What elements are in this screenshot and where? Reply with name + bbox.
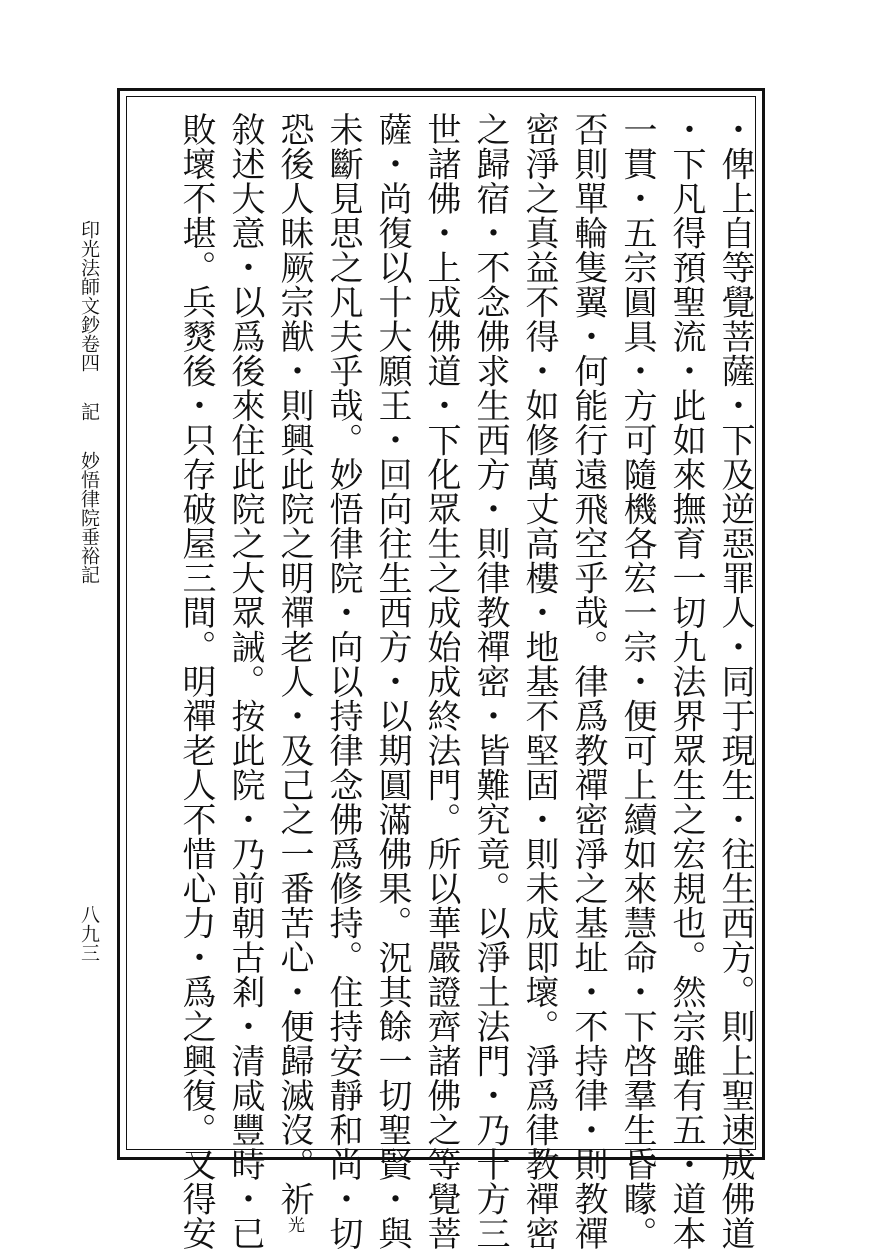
text-column-7: 世諸佛・上成佛道・下化眾生之成始成終法門。所以華嚴證齊諸佛之等覺菩: [421, 112, 461, 1251]
text-column-9: 未斷見思之凡夫乎哉。妙悟律院・向以持律念佛爲修持。住持安靜和尚・切: [323, 112, 363, 1251]
page-number: 八九三: [78, 905, 100, 962]
text-column-10: [272, 112, 316, 1233]
text-column-1: ・俾上自等覺菩薩・下及逆惡罪人・同于現生・往生西方。則上聖速成佛道: [715, 112, 755, 1251]
text-column-3: 一貫・五宗圓具・方可隨機各宏一宗・便可上續如來慧命・下啓羣生昏矇。: [617, 112, 657, 1251]
text-column-5: 密淨之真益不得・如修萬丈高樓・地基不堅固・則未成即壞。淨爲律教禪密: [519, 112, 559, 1251]
section-label: 記: [78, 402, 100, 421]
text-column-4: 否則單輪隻翼・何能行遠飛空乎哉。律爲教禪密淨之基址・不持律・則教禪: [568, 112, 608, 1251]
running-header: [78, 220, 100, 584]
article-title: 妙悟律院垂裕記: [78, 451, 100, 584]
book-title: 印光法師文鈔卷四: [78, 220, 100, 372]
text-column-11: 敘述大意・以爲後來住此院之大眾誡。按此院・乃前朝古剎・清咸豐時・已: [225, 112, 265, 1251]
text-column-8: 薩・尚復以十大願王・回向往生西方・以期圓滿佛果。況其餘一切聖賢・與: [372, 112, 412, 1251]
small-note-glyph: 光: [284, 1216, 304, 1233]
text-column-6: 之歸宿・不念佛求生西方・則律教禪密・皆難究竟。以淨土法門・乃十方三: [470, 112, 510, 1251]
text-column-10-tail: 祈: [274, 1181, 314, 1216]
text-column-12: 敗壞不堪。兵燹後・只存破屋三間。明禪老人不惜心力・爲之興復。又得安: [176, 112, 216, 1251]
text-column-10-body: 恐後人昧厥宗猷・則興此院之明禪老人・及己之一番苦心・便歸滅沒。: [274, 112, 314, 1182]
text-column-2: ・下凡得預聖流・此如來撫育一切九法界眾生之宏規也。然宗雖有五・道本: [666, 112, 706, 1251]
